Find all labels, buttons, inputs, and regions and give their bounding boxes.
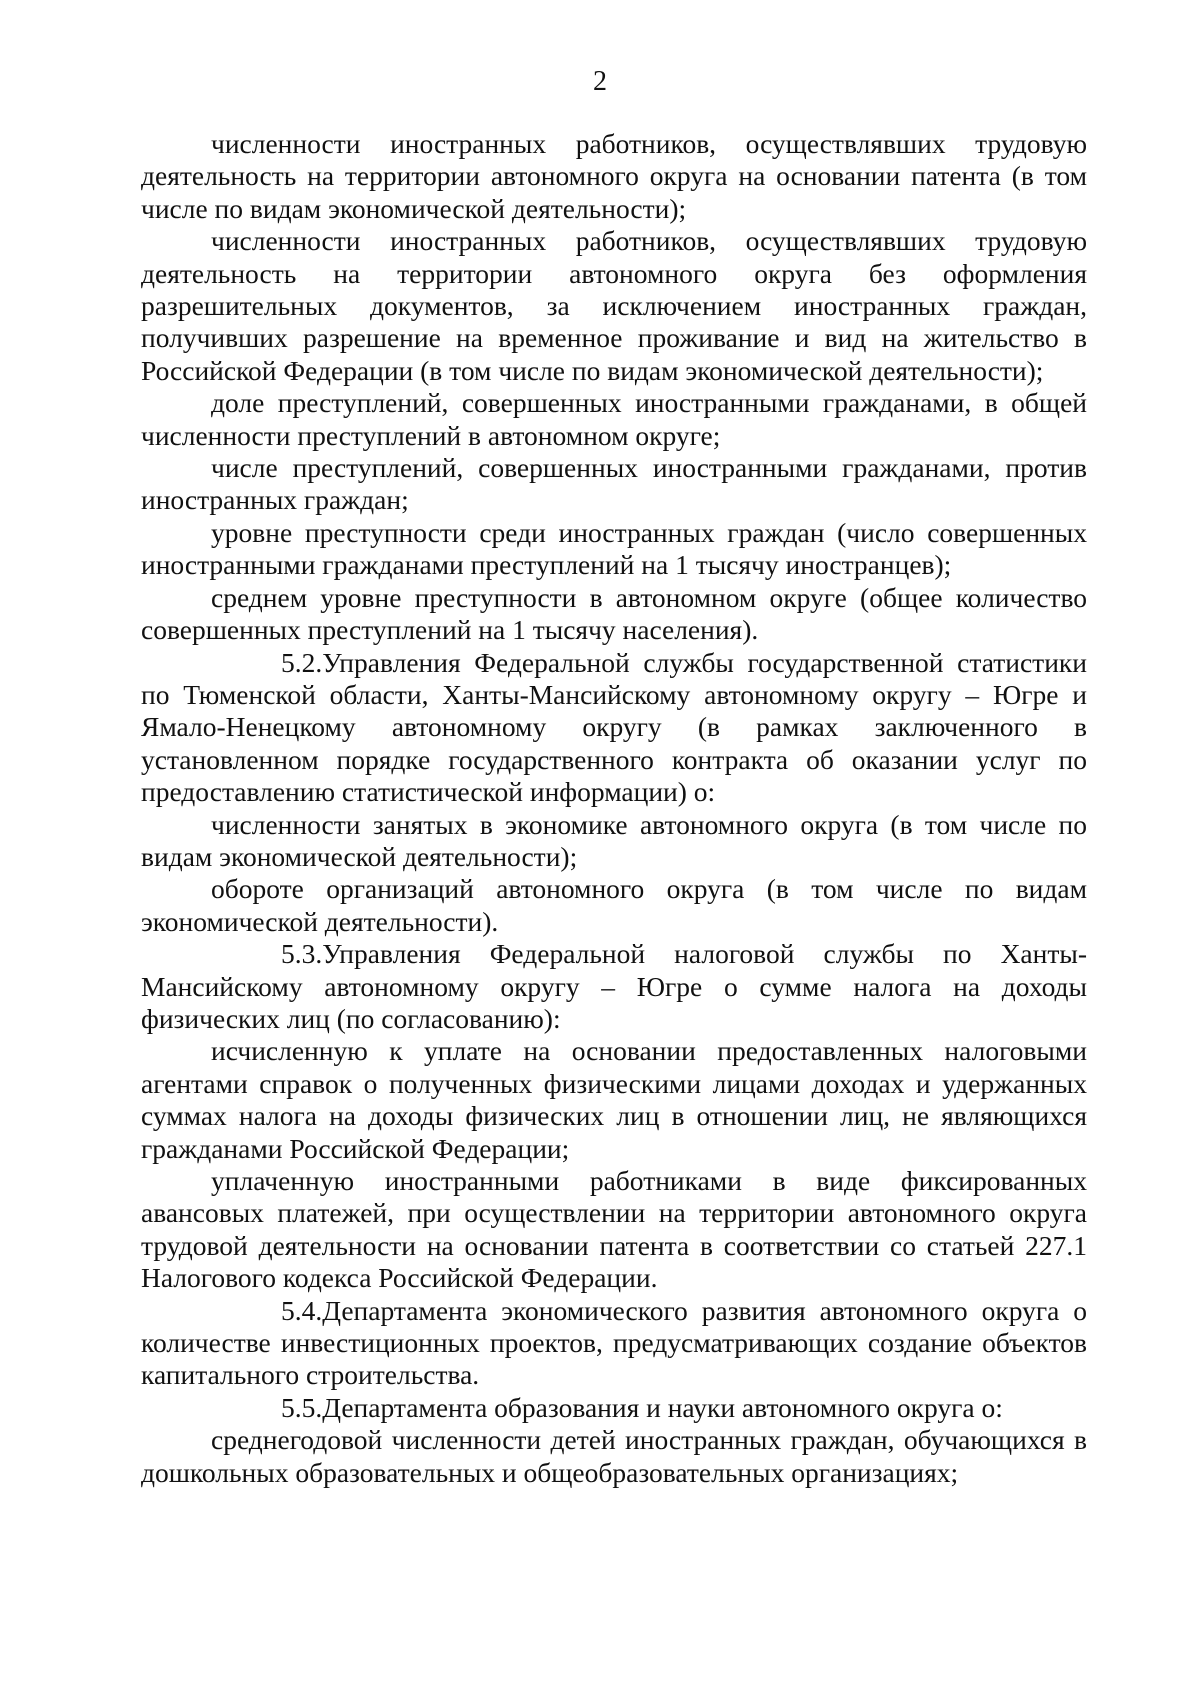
clause-number: 5.4. [281,1294,323,1326]
paragraph: численности иностранных работников, осуществлявших трудовую деятельность на территории автономного округа без оформления разрешительных документов, за исключением иностранных граждан, получивших разрешение на временное проживание и вид на жительство в Российской Федерации (в том числе по видам экономической деятельности); [141,225,1087,386]
paragraph: среднегодовой численности детей иностранных граждан, обучающихся в дошкольных образовательных и общеобразовательных организациях; [141,1424,1087,1488]
clause-number: 5.2. [281,646,323,678]
paragraph: исчисленную к уплате на основании предоставленных налоговыми агентами справок о полученных физическими лицами доходах и удержанных суммах налога на доходы физических лиц в отношении лиц, не являющихся гражданами Российской Федерации; [141,1035,1087,1164]
document-body [141,128,1087,1489]
paragraph: числе преступлений, совершенных иностранными гражданами, против иностранных граждан; [141,452,1087,516]
paragraph: доле преступлений, совершенных иностранными гражданами, в общей численности преступлений в автономном округе; [141,387,1087,451]
paragraph: уплаченную иностранными работниками в виде фиксированных авансовых платежей, при осуществлении на территории автономного округа трудовой деятельности на основании патента в соответствии со статьей 227.1 Налогового кодекса Российской Федерации. [141,1165,1087,1294]
numbered-paragraph: 5.4.Департамента экономического развития автономного округа о количестве инвестиционных проектов, предусматривающих создание объектов капитального строительства. [141,1294,1087,1391]
clause-number: 5.5. [281,1391,323,1423]
paragraph: обороте организаций автономного округа (в том числе по видам экономической деятельности). [141,873,1087,937]
numbered-paragraph: 5.3.Управления Федеральной налоговой службы по Ханты-Мансийскому автономному округу – Югре о сумме налога на доходы физических лиц (по согласованию): [141,938,1087,1034]
numbered-paragraph: 5.5.Департамента образования и науки автономного округа о: [141,1392,1087,1424]
paragraph: численности иностранных работников, осуществлявших трудовую деятельность на территории автономного округа на основании патента (в том числе по видам экономической деятельности); [141,128,1087,224]
paragraph: численности занятых в экономике автономного округа (в том числе по видам экономической деятельности); [141,808,1087,872]
paragraph: среднем уровне преступности в автономном округе (общее количество совершенных преступлений на 1 тысячу населения). [141,581,1087,646]
numbered-paragraph: 5.2.Управления Федеральной службы государственной статистики по Тюменской области, Ханты-Мансийскому автономному округу – Югре и Ямало-Ненецкому автономному округу (в рамках заключенного в установленном порядке государственного контракта об оказании услуг по предоставлению статистической информации) о: [141,646,1087,808]
paragraph: уровне преступности среди иностранных граждан (число совершенных иностранными гражданами преступлений на 1 тысячу иностранцев); [141,516,1087,581]
page-number: 2 [593,66,607,97]
clause-number: 5.3. [281,938,323,970]
